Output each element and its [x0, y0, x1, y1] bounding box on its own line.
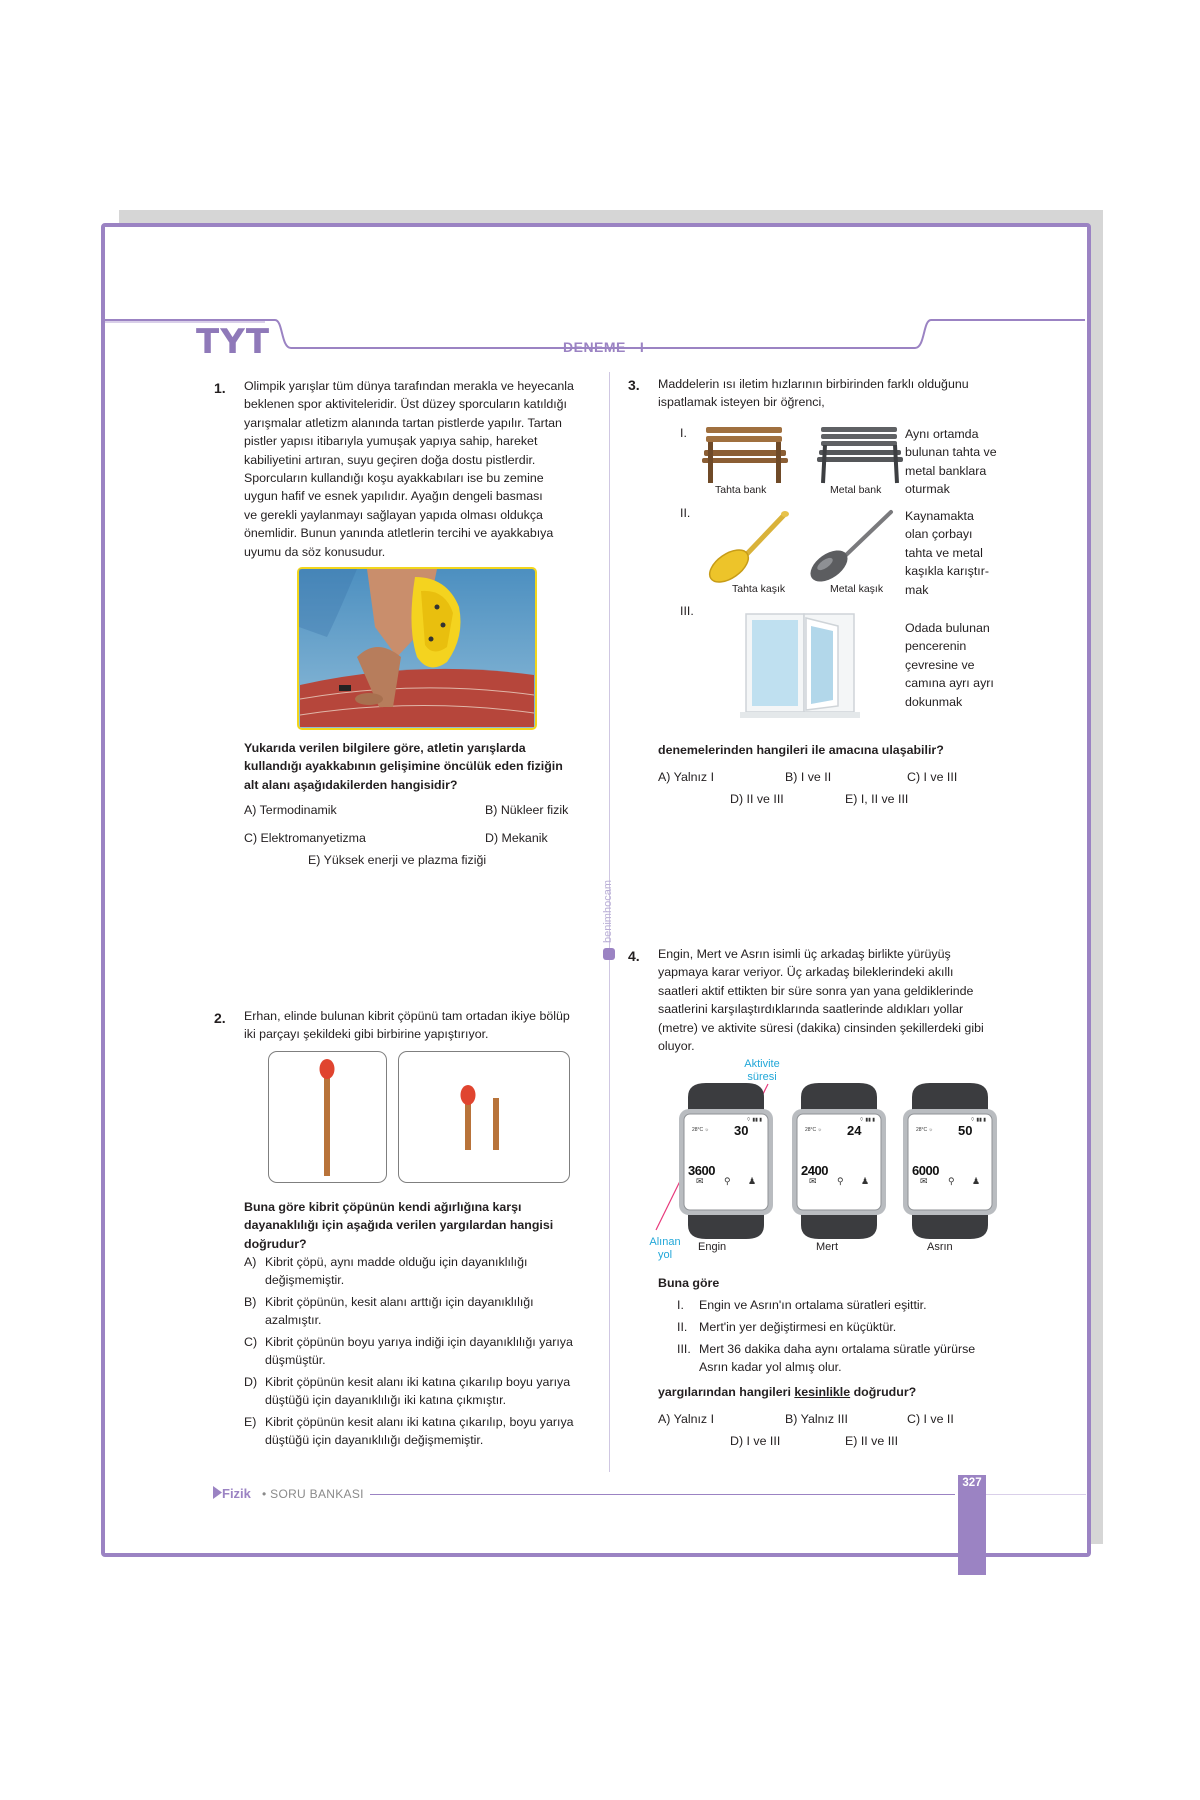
label-alinan-yol: Alınan yol — [649, 1236, 681, 1261]
watch-name-asrin: Asrın — [927, 1241, 953, 1253]
footer-subject: Fizik — [222, 1486, 251, 1501]
mert-distance: 2400 — [801, 1163, 828, 1178]
q4-option-c[interactable]: C) I ve II — [907, 1412, 954, 1426]
window-image — [740, 610, 865, 720]
svg-text:⚲: ⚲ — [837, 1176, 844, 1186]
watermark-text: benimhocam — [602, 880, 614, 943]
svg-text:♟: ♟ — [861, 1176, 870, 1186]
svg-text:28°C ☼: 28°C ☼ — [692, 1127, 710, 1133]
q3-roman-2: II. — [680, 506, 691, 520]
matchstick-box-whole — [268, 1051, 387, 1183]
watch-name-engin: Engin — [698, 1241, 727, 1253]
q4-number: 4. — [628, 948, 640, 964]
q3-desc-3: Odada bulunan pencerenin çevresine ve camına ayrı ayrı dokunmak — [905, 621, 994, 709]
page-number: 327 — [962, 1477, 982, 1489]
q4-option-d[interactable]: D) I ve III — [730, 1434, 781, 1448]
q2-question: Buna göre kibrit çöpünün kendi ağırlığına karşı dayanaklılığı için aşağıda verilen yargılardan hangisi doğrudur? — [244, 1200, 554, 1251]
mert-time: 24 — [847, 1123, 862, 1138]
q3-text: Maddelerin ısı iletim hızlarının birbirinden farklı olduğunu ispatlamak isteyen bir öğrenci, — [658, 377, 969, 410]
q4-option-a[interactable]: A) Yalnız I — [658, 1412, 715, 1426]
svg-text:⚲: ⚲ — [948, 1176, 955, 1186]
matchstick-split — [399, 1052, 569, 1182]
svg-text:✉: ✉ — [809, 1176, 817, 1186]
page-number-tab — [958, 1475, 986, 1575]
q4-question-emphasis: kesinlikle — [794, 1385, 851, 1399]
svg-text:⌔ ▮▮ ▮: ⌔ ▮▮ ▮ — [746, 1117, 762, 1123]
engin-time: 30 — [734, 1123, 749, 1138]
q3-roman-3: III. — [680, 604, 694, 618]
q3-desc-2: Kaynamakta olan çorbayı tahta ve metal kaşıkla karıştır- mak — [905, 509, 989, 597]
smartwatch-engin — [676, 1083, 776, 1239]
svg-text:⌔ ▮▮ ▮: ⌔ ▮▮ ▮ — [970, 1117, 986, 1123]
q4-question: yargılarından hangileri kesinlikle doğrudur? — [658, 1385, 917, 1399]
footer-book: • SORU BANKASI — [262, 1487, 364, 1501]
smartwatch-mert — [789, 1083, 889, 1239]
q3-desc-1: Aynı ortamda bulunan tahta ve metal banklara oturmak — [905, 427, 997, 497]
q3-option-a[interactable]: A) Yalnız I — [658, 770, 715, 784]
watermark-icon — [603, 948, 615, 960]
q1-option-b[interactable]: B) Nükleer fizik — [485, 803, 569, 817]
svg-text:⌔ ▮▮ ▮: ⌔ ▮▮ ▮ — [859, 1117, 875, 1123]
svg-text:♟: ♟ — [748, 1176, 757, 1186]
svg-text:♟: ♟ — [972, 1176, 981, 1186]
svg-text:⚲: ⚲ — [724, 1176, 731, 1186]
q1-question: Yukarıda verilen bilgilere göre, atletin yarışlarda kullandığı ayakkabının gelişimine öncülük eden fiziğin alt alanı aşağıdakilerden hangisidir? — [244, 741, 563, 792]
q3-option-e[interactable]: E) I, II ve III — [845, 792, 909, 806]
q1-option-e[interactable]: E) Yüksek enerji ve plazma fiziği — [308, 853, 487, 867]
q1-text: Olimpik yarışlar tüm dünya tarafından merakla ve heyecanla beklenen spor aktiviteleridir. Üst düzey sporcuların katıldığı yarışmalar atletizm alanında tartan pistlerde yapılır. Tartan pistler yapısı itibarıyla yumuşak yapıya sahip, hareket kabiliyetini artıran, suyu geçiren doğa dostu pistlerdir. Sporcuların kullandığı koşu ayakkabıları ise bu zemine uygun hafif ve esnek yapılıdır. Ayağın dengeli basması ve gerekli yaylanmayı sağlayan yapıda olması oldukça önemlidir. Bunun yanında atletlerin tercihi ve ayakkabıya uyumu da söz konusudur. — [244, 379, 574, 559]
engin-distance: 3600 — [688, 1163, 715, 1178]
metal-bench-image — [815, 425, 905, 485]
q1-option-c[interactable]: C) Elektromanyetizma — [244, 831, 366, 845]
q3-option-c[interactable]: C) I ve III — [907, 770, 958, 784]
q1-option-a[interactable]: A) Termodinamik — [244, 803, 337, 817]
asrin-time: 50 — [958, 1123, 973, 1138]
q3-number: 3. — [628, 377, 640, 393]
q4-intro: Buna göre — [658, 1276, 720, 1290]
caption-metal-bank: Metal bank — [830, 484, 882, 496]
svg-text:28°C ☼: 28°C ☼ — [916, 1127, 934, 1133]
watch-name-mert: Mert — [816, 1241, 838, 1253]
q4-option-b[interactable]: B) Yalnız III — [785, 1412, 848, 1426]
label-aktivite-suresi: Aktivite süresi — [744, 1058, 780, 1083]
q3-roman-1: I. — [680, 426, 687, 440]
play-arrow-icon — [213, 1486, 222, 1499]
footer-rule-right — [986, 1494, 1086, 1495]
q2-number: 2. — [214, 1010, 226, 1026]
q3-option-b[interactable]: B) I ve II — [785, 770, 832, 784]
metal-spoon-image — [805, 508, 895, 583]
q1-number: 1. — [214, 380, 226, 396]
caption-metal-kasik: Metal kaşık — [830, 583, 884, 595]
caption-tahta-kasik: Tahta kaşık — [732, 583, 786, 595]
caption-tahta-bank: Tahta bank — [715, 484, 767, 496]
q1-option-d[interactable]: D) Mekanik — [485, 831, 548, 845]
svg-text:✉: ✉ — [696, 1176, 704, 1186]
wooden-spoon-image — [705, 508, 795, 583]
q3-question: denemelerinden hangileri ile amacına ulaşabilir? — [658, 743, 944, 757]
svg-text:28°C ☼: 28°C ☼ — [805, 1127, 823, 1133]
footer-rule — [370, 1494, 955, 1495]
asrin-distance: 6000 — [912, 1163, 939, 1178]
matchstick-whole — [269, 1052, 386, 1182]
q4-option-e[interactable]: E) II ve III — [845, 1434, 899, 1448]
q2-text: Erhan, elinde bulunan kibrit çöpünü tam ortadan ikiye bölüp iki parçayı şekildeki gibi birbirine yapıştırıyor. — [244, 1009, 570, 1042]
header-deneme: DENEME - I — [563, 339, 645, 355]
q4-text: Engin, Mert ve Asrın isimli üç arkadaş birlikte yürüyüş yapmaya karar veriyor. Üç arkadaş bileklerindeki akıllı saatleri aktif ettikten bir süre sonra yan yana geldiklerinde saatlerini karşılaştırdıklarında saatlerinde aldıkları yollar (metre) ve aktivite süresi (dakika) cinsinden şekillerdeki gibi oluyor. — [658, 947, 984, 1054]
svg-text:✉: ✉ — [920, 1176, 928, 1186]
header-tyt: TYT — [196, 322, 271, 362]
smartwatch-asrin — [900, 1083, 1000, 1239]
q3-option-d[interactable]: D) II ve III — [730, 792, 784, 806]
athlete-photo — [297, 567, 537, 730]
wooden-bench-image — [700, 425, 790, 485]
matchstick-box-split — [398, 1051, 570, 1183]
